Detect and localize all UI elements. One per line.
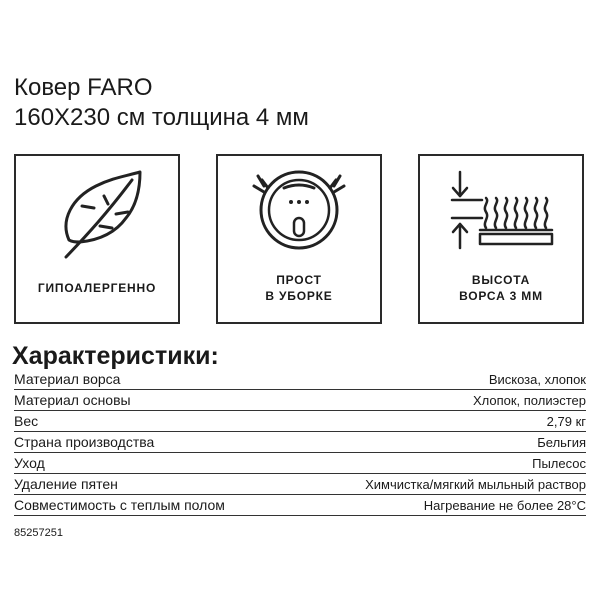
spec-name: Вес [14, 413, 39, 429]
spec-row [14, 411, 586, 432]
spec-name: Удаление пятен [14, 476, 118, 492]
spec-name: Материал ворса [14, 371, 121, 387]
spec-row [14, 432, 586, 453]
sku-number: 85257251 [14, 527, 63, 539]
spec-value: Пылесос [532, 456, 586, 471]
feature-label: ВЫСОТА ВОРСА 3 ММ [459, 273, 543, 303]
spec-name: Совместимость с теплым полом [14, 497, 225, 513]
spec-row [14, 369, 586, 390]
product-title-line2: 160X230 см толщина 4 мм [14, 104, 309, 131]
spec-value: Хлопок, полиэстер [472, 393, 586, 408]
feature-card-easy-cleaning [216, 154, 382, 324]
spec-name: Страна производства [14, 434, 155, 450]
feature-card-hypoallergenic [14, 154, 180, 324]
feature-label: ПРОСТ В УБОРКЕ [265, 273, 333, 303]
spec-value: Нагревание не более 28°С [423, 498, 586, 513]
feature-label: ГИПОАЛЕРГЕННО [37, 281, 157, 295]
specs-table [14, 369, 586, 516]
feature-card-pile-height [418, 154, 584, 324]
spec-name: Уход [14, 455, 45, 471]
product-title-line1: Ковер FARO [14, 74, 153, 101]
spec-row [14, 474, 586, 495]
spec-row [14, 453, 586, 474]
spec-row [14, 495, 586, 516]
spec-row [14, 390, 586, 411]
spec-value: 2,79 кг [546, 414, 586, 429]
spec-value: Вискоза, хлопок [488, 372, 586, 387]
spec-value: Бельгия [537, 435, 586, 450]
specs-heading: Характеристики: [12, 342, 219, 370]
feather-icon [16, 156, 178, 322]
spec-name: Материал основы [14, 392, 131, 408]
spec-value: Химчистка/мягкий мыльный раствор [365, 477, 586, 492]
